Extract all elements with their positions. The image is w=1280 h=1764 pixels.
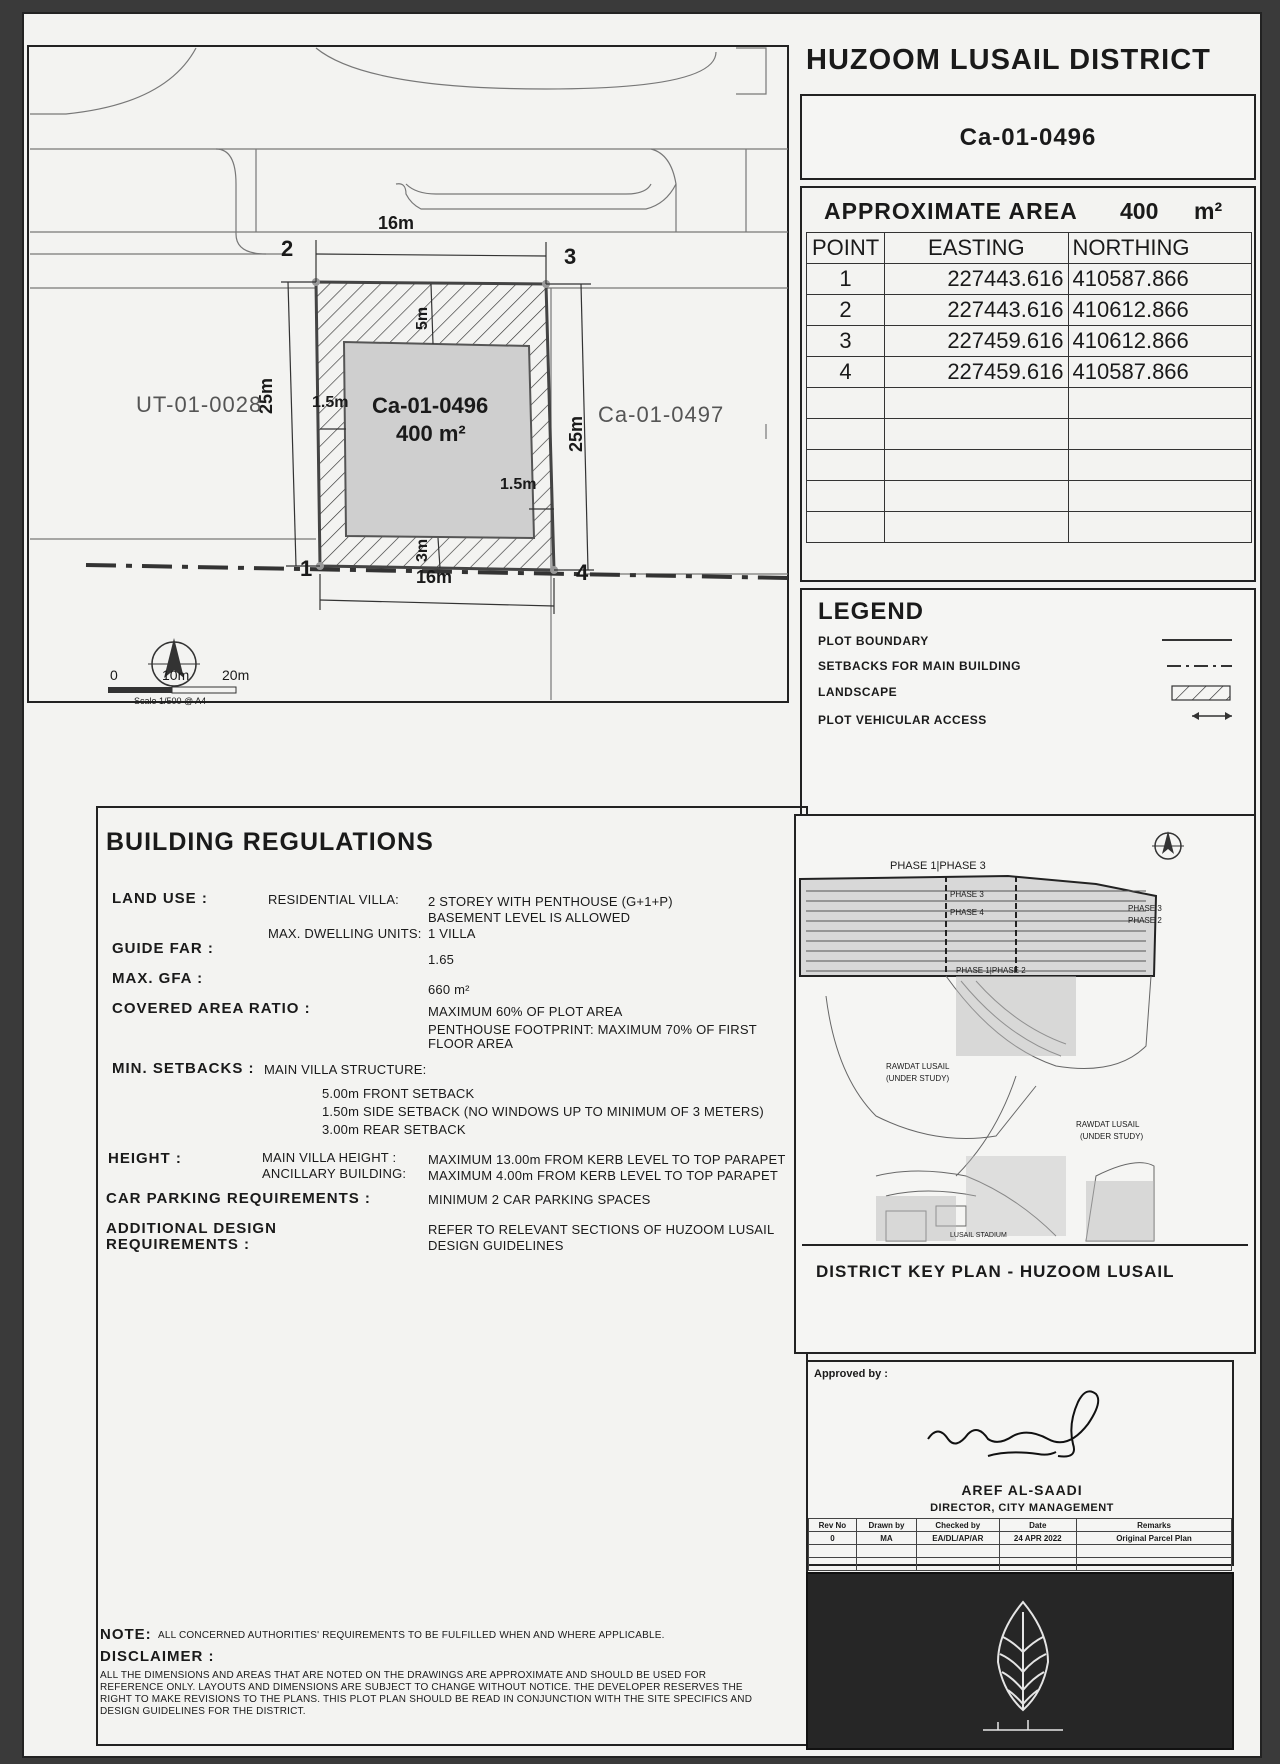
cell-point: 4 — [807, 357, 885, 388]
corner-4-label: 4 — [576, 560, 589, 585]
covered-value-1: MAXIMUM 60% OF PLOT AREA — [428, 1004, 623, 1019]
setback-side-right-label: 1.5m — [500, 476, 537, 493]
phase-2a-label: PHASE 2 — [1128, 916, 1162, 925]
landscape-symbol — [1172, 686, 1230, 700]
legend-label-setbacks: SETBACKS FOR MAIN BUILDING — [818, 659, 1021, 673]
scale-10-label: 10m — [162, 667, 190, 683]
table-header-row — [809, 1519, 1232, 1532]
setback-rear-label: 3m — [414, 538, 431, 562]
key-plan-title: DISTRICT KEY PLAN - HUZOOM LUSAIL — [816, 1262, 1175, 1281]
phase-3a-label: PHASE 3 — [950, 890, 984, 899]
table-row-empty — [809, 1558, 1232, 1571]
height-label: HEIGHT : — [108, 1150, 182, 1167]
legend-label-plot-boundary: PLOT BOUNDARY — [818, 634, 929, 648]
covered-label: COVERED AREA RATIO : — [112, 1000, 311, 1017]
phase-bottom-label: PHASE 1|PHASE 2 — [956, 966, 1026, 975]
rev-header: Rev No — [809, 1519, 857, 1532]
divider — [802, 1244, 1248, 1246]
scale-bar — [108, 687, 236, 693]
disclaimer-label: DISCLAIMER : — [100, 1648, 215, 1665]
cell-easting: 227443.616 — [885, 295, 1068, 326]
legend-title: LEGEND — [818, 598, 925, 625]
scale-0-label: 0 — [110, 667, 118, 683]
coordinates-table — [806, 232, 1252, 543]
table-row — [807, 357, 1252, 388]
covered-value-3: FLOOR AREA — [428, 1036, 514, 1051]
table-row-empty — [807, 388, 1252, 419]
additional-value-2: DESIGN GUIDELINES — [428, 1238, 564, 1253]
phase-top-label: PHASE 1|PHASE 3 — [890, 860, 986, 872]
table-row-empty — [807, 450, 1252, 481]
area-value: 400 — [1120, 198, 1159, 224]
corner-3-label: 3 — [564, 244, 577, 269]
height-value-1: MAXIMUM 13.00m FROM KERB LEVEL TO TOP PARAPET — [428, 1152, 786, 1167]
table-row — [809, 1532, 1232, 1545]
col-header-point: POINT — [807, 233, 885, 264]
table-header-row — [807, 233, 1252, 264]
land-use-type: RESIDENTIAL VILLA: — [268, 892, 399, 907]
disclaimer-line-3: RIGHT TO MAKE REVISIONS TO THE PLANS. THIS PLOT PLAN SHOULD BE READ IN CONJUNCTION WITH THE SITE SPECIFICS AND — [100, 1694, 753, 1705]
dim-right-label: 25m — [566, 415, 586, 452]
legend-panel — [800, 588, 1256, 826]
key-plan-map — [796, 816, 1254, 1246]
note-label: NOTE: — [100, 1626, 152, 1643]
phase-3b-label: PHASE 3 — [1128, 904, 1162, 913]
approver-name: AREF AL-SAADI — [961, 1482, 1083, 1498]
cell-northing: 410612.866 — [1068, 326, 1251, 357]
area-label: APPROXIMATE AREA — [824, 198, 1078, 224]
rev-cell: 0 — [809, 1532, 857, 1545]
dim-left-label: 25m — [256, 377, 276, 414]
cell-northing: 410612.866 — [1068, 295, 1251, 326]
revision-table — [808, 1518, 1232, 1571]
rev-cell: EA/DL/AP/AR — [917, 1532, 999, 1545]
parking-label: CAR PARKING REQUIREMENTS : — [106, 1190, 371, 1207]
table-row — [807, 295, 1252, 326]
cell-easting: 227459.616 — [885, 357, 1068, 388]
key-plan-panel — [794, 814, 1256, 1354]
rev-cell: Original Parcel Plan — [1077, 1532, 1232, 1545]
table-row-empty — [807, 419, 1252, 450]
neighbor-right-label: Ca-01-0497 — [598, 402, 725, 427]
land-use-label: LAND USE : — [112, 890, 208, 907]
disclaimer-line-4: DESIGN GUIDELINES FOR THE DISTRICT. — [100, 1706, 306, 1717]
approval-panel — [806, 1360, 1234, 1566]
area-unit: m² — [1194, 198, 1223, 224]
signature-image — [918, 1384, 1118, 1474]
additional-value-1: REFER TO RELEVANT SECTIONS OF HUZOOM LUSAIL — [428, 1222, 775, 1237]
logo-panel — [806, 1572, 1234, 1750]
height-sub-2: ANCILLARY BUILDING: — [262, 1166, 407, 1181]
legend-label-landscape: LANDSCAPE — [818, 685, 898, 699]
parking-value: MINIMUM 2 CAR PARKING SPACES — [428, 1192, 651, 1207]
cell-point: 3 — [807, 326, 885, 357]
rev-cell: 24 APR 2022 — [999, 1532, 1076, 1545]
gfa-value: 660 m² — [428, 982, 470, 997]
rawdat-1a-label: RAWDAT LUSAIL — [886, 1062, 950, 1071]
dwelling-label: MAX. DWELLING UNITS: — [268, 926, 422, 941]
gfa-label: MAX. GFA : — [112, 970, 204, 987]
rawdat-2a-label: RAWDAT LUSAIL — [1076, 1120, 1140, 1129]
cell-easting: 227459.616 — [885, 326, 1068, 357]
scale-20-label: 20m — [222, 667, 250, 683]
table-row-empty — [809, 1545, 1232, 1558]
plot-id-label: Ca-01-0496 — [372, 393, 489, 418]
scale-text: Scale 1/500 @ A4 — [134, 696, 207, 706]
setback-1: 5.00m FRONT SETBACK — [322, 1086, 475, 1101]
cell-point: 1 — [807, 264, 885, 295]
approved-by-label: Approved by : — [814, 1368, 888, 1380]
legend-label-vehicular-access: PLOT VEHICULAR ACCESS — [818, 713, 987, 727]
corner-1-label: 1 — [300, 556, 313, 581]
far-value: 1.65 — [428, 952, 455, 967]
table-row-empty — [807, 512, 1252, 543]
setback-3: 3.00m REAR SETBACK — [322, 1122, 466, 1137]
dim-bottom-label: 16m — [416, 567, 453, 587]
setbacks-sub: MAIN VILLA STRUCTURE: — [264, 1062, 427, 1077]
cell-northing: 410587.866 — [1068, 264, 1251, 295]
vehicular-access-icon — [1192, 712, 1232, 720]
col-header-northing: NORTHING — [1068, 233, 1251, 264]
setback-front-label: 5m — [414, 306, 431, 330]
plot-plan-sheet — [22, 12, 1262, 1758]
plot-id: Ca-01-0496 — [959, 124, 1097, 151]
coordinates-panel — [800, 186, 1256, 582]
north-arrow-icon — [1152, 831, 1184, 859]
rev-header: Remarks — [1077, 1519, 1232, 1532]
additional-label-2: REQUIREMENTS : — [106, 1236, 251, 1253]
plot-area-label: 400 m² — [396, 421, 466, 446]
regulations-panel — [96, 806, 808, 1746]
table-row — [807, 264, 1252, 295]
setback-side-left-label: 1.5m — [312, 394, 349, 411]
covered-value-2: PENTHOUSE FOOTPRINT: MAXIMUM 70% OF FIRST — [428, 1022, 757, 1037]
neighbor-left-label: UT-01-0028 — [136, 392, 263, 417]
rev-header: Drawn by — [856, 1519, 916, 1532]
height-value-2: MAXIMUM 4.00m FROM KERB LEVEL TO TOP PARAPET — [428, 1168, 779, 1183]
rawdat-2b-label: (UNDER STUDY) — [1080, 1132, 1144, 1141]
rawdat-1b-label: (UNDER STUDY) — [886, 1074, 950, 1083]
plot-id-box — [800, 94, 1256, 180]
rev-header: Checked by — [917, 1519, 999, 1532]
col-header-easting: EASTING — [885, 233, 1068, 264]
disclaimer-line-2: REFERENCE ONLY. LAYOUTS AND DIMENSIONS ARE SUBJECT TO CHANGE WITHOUT NOTICE. THE DEVELOPER RESERVES THE — [100, 1682, 743, 1693]
legend-symbols — [1092, 630, 1242, 740]
note-text: ALL CONCERNED AUTHORITIES' REQUIREMENTS TO BE FULFILLED WHEN AND WHERE APPLICABLE. — [158, 1630, 665, 1641]
site-plan-drawing — [26, 44, 790, 704]
approver-role: DIRECTOR, CITY MANAGEMENT — [930, 1502, 1114, 1514]
cell-point: 2 — [807, 295, 885, 326]
table-row — [807, 326, 1252, 357]
lusail-logo — [978, 1592, 1068, 1742]
height-sub-1: MAIN VILLA HEIGHT : — [262, 1150, 397, 1165]
table-row-empty — [807, 481, 1252, 512]
land-use-value-2: BASEMENT LEVEL IS ALLOWED — [428, 910, 631, 925]
stadium-label: LUSAIL STADIUM — [950, 1232, 1007, 1239]
land-use-value-1: 2 STOREY WITH PENTHOUSE (G+1+P) — [428, 894, 673, 909]
district-title: HUZOOM LUSAIL DISTRICT — [806, 44, 1211, 76]
far-label: GUIDE FAR : — [112, 940, 214, 957]
additional-label-1: ADDITIONAL DESIGN — [106, 1220, 277, 1237]
phase-4-label: PHASE 4 — [950, 908, 984, 917]
regulations-title: BUILDING REGULATIONS — [106, 828, 434, 856]
disclaimer-line-1: ALL THE DIMENSIONS AND AREAS THAT ARE NOTED ON THE DRAWINGS ARE APPROXIMATE AND SHOULD BE USED FOR — [100, 1670, 707, 1681]
site-plan-panel — [26, 44, 790, 704]
rev-header: Date — [999, 1519, 1076, 1532]
dwelling-value: 1 VILLA — [428, 926, 476, 941]
rev-cell: MA — [856, 1532, 916, 1545]
dim-top-label: 16m — [378, 213, 415, 233]
setback-2: 1.50m SIDE SETBACK (NO WINDOWS UP TO MINIMUM OF 3 METERS) — [322, 1104, 764, 1119]
cell-easting: 227443.616 — [885, 264, 1068, 295]
cell-northing: 410587.866 — [1068, 357, 1251, 388]
setbacks-label: MIN. SETBACKS : — [112, 1060, 255, 1077]
corner-2-label: 2 — [281, 236, 294, 261]
